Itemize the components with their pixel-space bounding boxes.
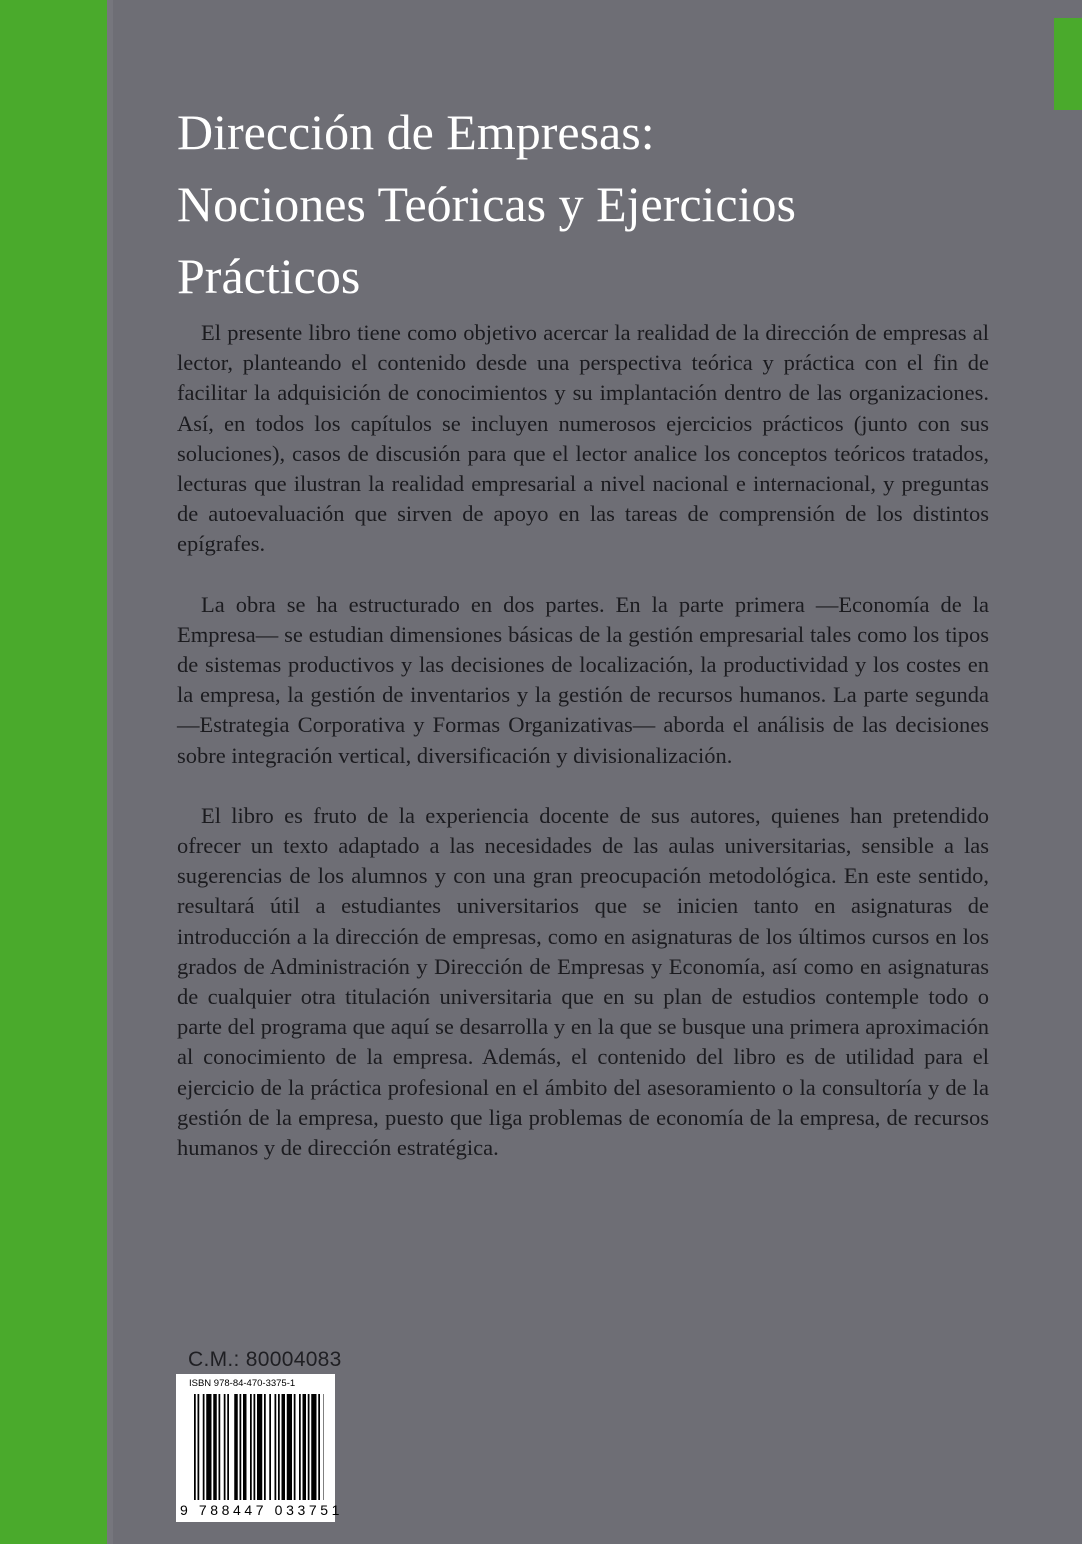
barcode-bar <box>224 1394 226 1500</box>
barcode-bar <box>227 1394 229 1500</box>
title-line-1: Dirección de Empresas: <box>177 104 655 160</box>
barcode-bar <box>257 1394 262 1500</box>
barcode-bar <box>250 1394 252 1500</box>
barcode-bar <box>278 1394 280 1500</box>
barcode-bar <box>308 1394 310 1500</box>
barcode-bar <box>219 1394 221 1500</box>
barcode-bar <box>234 1394 238 1500</box>
barcode-label <box>176 1374 343 1522</box>
green-spine-band <box>0 0 107 1544</box>
title-line-3: Prácticos <box>177 248 361 304</box>
barcode-bar <box>311 1394 316 1500</box>
barcode-digits: 9 788447 033751 <box>180 1502 343 1518</box>
back-cover-description <box>177 318 989 1193</box>
barcode-bar <box>294 1394 296 1500</box>
barcode-bar <box>287 1394 292 1500</box>
barcode-bar <box>299 1394 301 1500</box>
barcode-bar <box>194 1394 196 1500</box>
barcode-bars <box>194 1394 324 1500</box>
barcode-bar <box>275 1394 277 1500</box>
description-paragraph-1: El presente libro tiene como objetivo acercar la realidad de la dirección de empresas al lector, planteando el contenido desde una perspectiva teórica y práctica con el fin de facilitar la adquisición de conocimientos y su implantación dentro de las organizaciones. Así, en todos los capítulos se incluyen numerosos ejercicios prácticos (junto con sus soluciones), casos de discusión para que el lector analice los conceptos teóricos tratados, lecturas que ilustran la realidad empresarial a nivel nacional e internacional, y preguntas de autoevaluación que sirven de apoyo en las tareas de comprensión de los distintos epígrafes. <box>177 320 989 557</box>
green-corner-tab <box>1054 18 1082 110</box>
barcode-bar <box>240 1394 242 1500</box>
title-line-2: Nociones Teóricas y Ejercicios <box>177 176 796 232</box>
barcode-bar <box>318 1394 320 1500</box>
description-paragraph-3: El libro es fruto de la experiencia docente de sus autores, quienes han pretendido ofrecer un texto adaptado a las necesidades de las aulas universitarias, sensible a las sugerencias de los alumnos y con una gran preocupación metodológica. En este sentido, resultará útil a estudiantes universitarios que se inicien tanto en asignaturas de introducción a la dirección de empresas, como en asignaturas de los últimos cursos en los grados de Administración y Dirección de Empresas y Economía, así como en asignaturas de cualquier otra titulación universitaria que en su plan de estudios contemple todo o parte del programa que aquí se desarrolla y en la que se busque una primera aproximación al conocimiento de la empresa. Además, el contenido del libro es de utilidad para el ejercicio de la práctica profesional en el ámbito del asesoramiento o la consultoría y de la gestión de la empresa, puesto que liga problemas de economía de la empresa, de recursos humanos y de dirección estratégica. <box>177 802 989 1161</box>
isbn-text: ISBN 978-84-470-3375-1 <box>189 1378 296 1389</box>
barcode-bar <box>206 1394 211 1500</box>
description-paragraph-2: La obra se ha estructurado en dos partes. En la parte primera —Economía de la Empresa— se estudian dimensiones básicas de la gestión empresarial tales como los tipos de sistemas productivos y las decisiones de localización, la productividad y los costes en la empresa, la gestión de inventarios y la gestión de recursos humanos. La parte segunda —Estrategia Corporativa y Formas Organizativas— aborda el análisis de las decisiones sobre integración vertical, diversificación y divisionalización. <box>177 591 989 768</box>
barcode-bar <box>282 1394 286 1500</box>
barcode-bar <box>213 1394 217 1500</box>
barcode-bar <box>254 1394 256 1500</box>
cover-edge <box>107 0 113 1544</box>
barcode-bar <box>264 1394 266 1500</box>
barcode-bar <box>243 1394 247 1500</box>
barcode-bar <box>203 1394 205 1500</box>
barcode-bar <box>303 1394 307 1500</box>
catalog-number: C.M.: 80004083 <box>188 1348 342 1371</box>
barcode-bar <box>269 1394 271 1500</box>
barcode-bar <box>198 1394 200 1500</box>
barcode-bar <box>324 1394 325 1500</box>
book-title <box>177 96 997 312</box>
